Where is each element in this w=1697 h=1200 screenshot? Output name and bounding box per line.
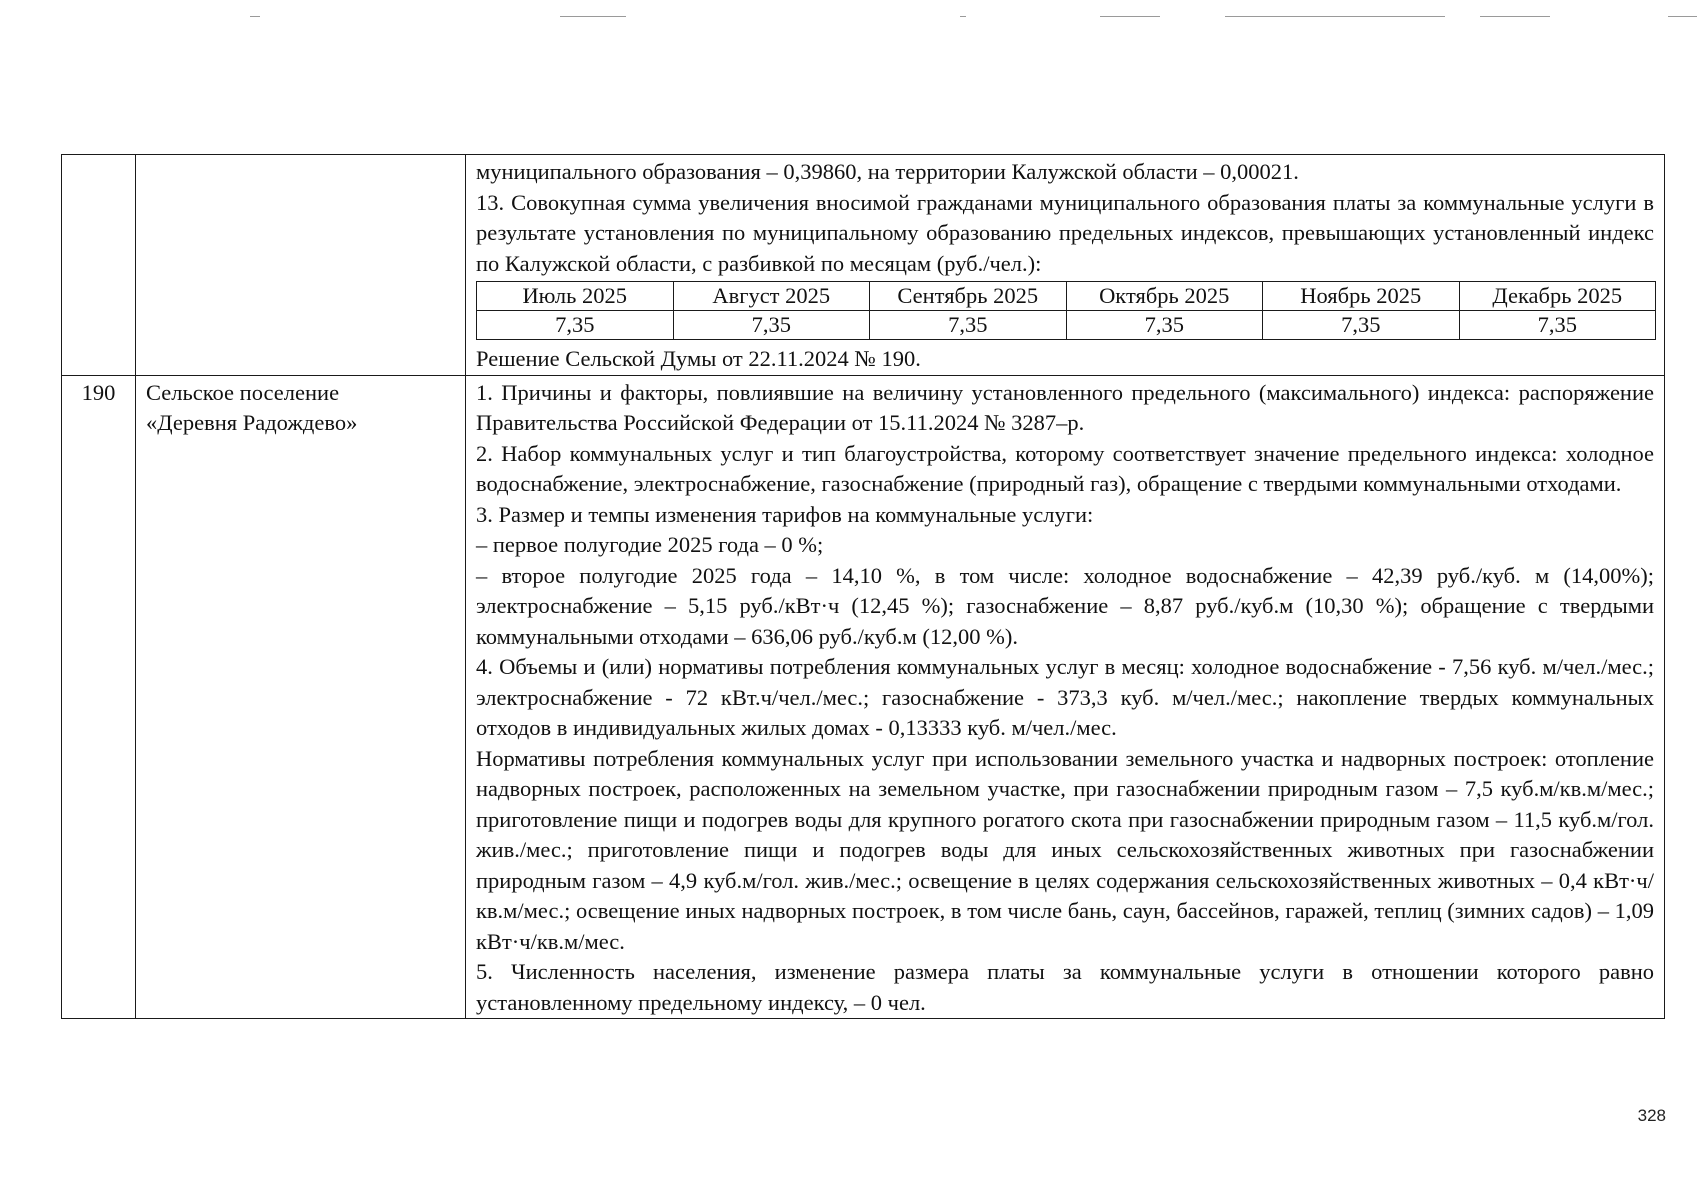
month-label: Август 2025 [673,282,870,311]
months-value-row [477,311,1656,340]
details-cell [466,375,1665,1019]
table-row [62,155,1665,376]
municipality-name [136,375,466,1019]
month-value: 7,35 [477,311,674,340]
municipality-name-line1: Сельское поселение [146,379,340,405]
table-row [62,375,1665,1019]
item-3: 3. Размер и темпы изменения тарифов на коммунальные услуги: [476,501,1094,527]
indices-table [61,154,1665,1019]
month-value: 7,35 [1263,311,1460,340]
month-value: 7,35 [673,311,870,340]
row-number-cell [62,155,136,376]
municipality-name-line2: «Деревня Радождево» [146,410,358,435]
page-number: 328 [1637,1106,1666,1125]
item-3-first-half: – первое полугодие 2025 года – 0 %; [476,532,824,557]
item-3-second-half: – второе полугодие 2025 года – 14,10 %, в том числе: холодное водоснабжение – 42,39 руб./куб. м (14,00%); электроснабжение – 5,15 руб./кВт·ч (12,45 %); газоснабжение – 8,87 руб./куб.м (10,30 %); обращение с твердыми коммунальными отходами – 636,06 руб./куб.м (12,00 %). [476,562,1654,649]
month-label: Октябрь 2025 [1066,282,1263,311]
scan-artifacts [0,8,1697,20]
row-number: 190 [62,375,136,1019]
details-cell [466,155,1665,376]
item-4: 4. Объемы и (или) нормативы потребления коммунальных услуг в месяц: холодное водоснабжение - 7,56 куб. м/чел./мес.; электроснабжение - 72 кВт.ч/чел./мес.; газоснабжение - 373,3 куб. м/чел./мес.; накопление твердых коммунальных отходов в индивидуальных жилых домах - 0,13333 куб. м/чел./мес. [476,654,1654,740]
month-label: Июль 2025 [477,282,674,311]
decision-reference: Решение Сельской Думы от 22.11.2024 № 190. [476,346,921,371]
continued-line: муниципального образования – 0,39860, на территории Калужской области – 0,00021. [476,159,1299,184]
item-5: 5. Численность населения, изменение размера платы за коммунальные услуги в отношении которого равно установленному предельному индексу, – 0 чел. [476,959,1654,1015]
month-value: 7,35 [870,311,1067,340]
item-4-norms: Нормативы потребления коммунальных услуг при использовании земельного участка и надворных построек: отопление надворных построек, расположенных на земельном участке, при газоснабжении природным газом – 7,5 куб.м/кв.м/мес.; приготовление пищи и подогрев воды для крупного рогатого скота при газоснабжении природным газом – 11,5 куб.м/гол. жив./мес.; приготовление пищи и подогрев воды для иных сельскохозяйственных животных при газоснабжении природным газом – 4,9 куб.м/гол. жив./мес.; освещение в целях содержания сельскохозяйственных животных – 0,4 кВт·ч/кв.м/мес.; освещение иных надворных построек, в том числе бань, саун, бассейнов, гаражей, теплиц (зимних садов) – 1,09 кВт·ч/кв.м/мес. [476,745,1654,954]
monthly-increase-table [476,281,1656,340]
month-value: 7,35 [1066,311,1263,340]
item-13: 13. Совокупная сумма увеличения вносимой гражданами муниципального образования платы за коммунальные услуги в результате установления по муниципальному образованию предельных индексов, превышающих установленный индекс по Калужской области, с разбивкой по месяцам (руб./чел.): [476,189,1654,276]
month-value: 7,35 [1459,311,1656,340]
municipality-cell [136,155,466,376]
item-2: 2. Набор коммунальных услуг и тип благоустройства, которому соответствует значение предельного индекса: холодное водоснабжение, электроснабжение, газоснабжение (природный газ), обращение с твердыми коммунальными отходами. [476,440,1654,496]
month-label: Ноябрь 2025 [1263,282,1460,311]
item-1: 1. Причины и факторы, повлиявшие на величину установленного предельного (максимального) индекса: распоряжение Правительства Российской Федерации от 15.11.2024 № 3287–р. [476,379,1654,435]
month-label: Декабрь 2025 [1459,282,1656,311]
month-label: Сентябрь 2025 [870,282,1067,311]
months-header-row [477,282,1656,311]
